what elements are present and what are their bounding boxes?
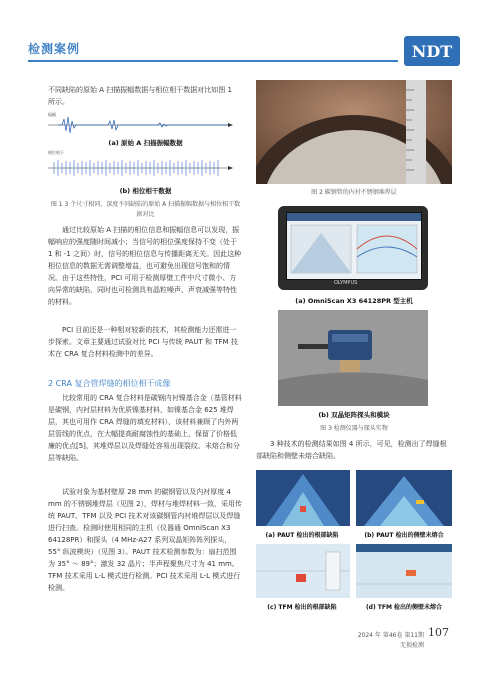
paragraph-phase-info: 通过比较原始 A 扫描的相位信息和振幅信息可以发现，振幅响应的强度随时间减小；当信号的相位强度保持不变（处于 1 和 -1 之间）时，信号的相位信息与传播距离无关。因此这种相位信息的数据无需调整增益，也可避免出现信号饱和的情况。由于这些特性，PCI 可用于检测厚壁工件中尺寸微小、方向异常的缺陷，同时也可检测具有晶粒噪声、声衰减强等特性的材料。: [48, 226, 242, 306]
paragraph-pci-intro: PCI 目前还是一种相对较新的技术，其检测能力还需进一步探索。文章主要通过试验对比 PCI 与传统 PAUT 和 TFM 技术在 CRA 复合材料检测中的差异。: [48, 326, 238, 358]
figure-1a-caption: (a) 原始 A 扫描振幅数据: [108, 139, 183, 147]
figure-4d-caption: (d) TFM 检出的侧壁未熔合: [365, 604, 443, 611]
figure-1b-caption: (b) 相位相干数据: [119, 187, 172, 195]
figure-1-caption: 图 1 3 个尺寸相同、深度不同缺陷的原始 A 扫描振幅数据与相位相干数据对比: [50, 201, 241, 218]
figure-4c-image: [256, 544, 350, 598]
figure-3a-caption: (a) OmniScan X3 64128PR 型主机: [295, 297, 413, 305]
footer-issue: 2024 年 第46卷 第11期: [357, 632, 424, 639]
paragraph-results-intro: 3 种技术的检测结果如图 4 所示，可见，检测出了焊缝根部缺陷和侧壁未熔合缺陷。: [256, 440, 447, 460]
figure-4c-caption: (c) TFM 检出的根部缺陷: [267, 604, 337, 611]
section-header-title: 检测案例: [28, 42, 81, 56]
figure-3b-probe-photo: [278, 310, 428, 406]
paragraph-cra-material: 比较常用的 CRA 复合材料是碳钢内衬镍基合金（基管材料是碳钢，内衬层材料为优质镍基材料，如镍基合金 625 堆焊层，其也可用作 CRA 焊缝的填充材料），该材料兼顾了内外两层管线的优点，在大幅提高耐腐蚀性的基础上，保留了价格低廉的优点[5]，其堆焊层以及焊缝处容易出现裂纹、未熔合和分层等缺陷。: [48, 394, 242, 462]
figure-2-caption: 图 2 碳钢管的内衬不锈钢堆焊层: [311, 189, 397, 196]
device-brand-label: OLYMPUS: [334, 280, 358, 286]
figure-4a-caption: (a) PAUT 检出的根部缺陷: [265, 532, 339, 539]
figure-4a-image: [256, 470, 350, 526]
page-number: 107: [428, 626, 449, 639]
figure-4b-image: [356, 470, 452, 526]
header-divider: [28, 60, 398, 62]
figure-3a-device-photo: [278, 206, 428, 290]
figure-3-caption: 图 3 检测仪器与探头实物: [320, 425, 388, 432]
paragraph-test-setup: 试验对象为基材壁厚 28 mm 的碳钢管以及内衬厚度 4 mm 的不锈钢堆焊层（见图 2），焊材与堆焊材料一致，采用传统 PAUT、TFM 以及 PCI 技术对该碳钢管内衬堆焊层以及焊缝进行扫查。检测时使用相同的主机（仪器通 OmniScan X3 64128PR）和探头（4 MHz-A27 系列双晶矩阵阵列探头，55° 纵波楔块）（见图 3）。PAUT 技术检测参数为：扇扫范围为 35° ～ 89°；激发 32 晶片；半声程聚焦尺寸为 41 mm。TFM 技术采用 L-L 模式进行检测。PCI 技术采用 L-L 模式进行检测。: [48, 488, 243, 592]
device-screen: [286, 212, 422, 280]
figure-4d-image: [356, 544, 452, 598]
figure-3b-caption: (b) 双晶矩阵探头和模块: [318, 411, 390, 419]
figure-4b-caption: (b) PAUT 检出的侧壁未熔合: [364, 532, 444, 539]
journal-logo: NDT: [404, 36, 460, 66]
section-2-heading: 2 CRA 复合管焊缝的相位相干成像: [48, 379, 171, 388]
signal-b-label: 相位相干: [48, 150, 64, 155]
figure-2-pipe-photo: [256, 80, 452, 184]
figure-1b-signal: [48, 154, 243, 182]
signal-a-label: 振幅: [48, 112, 56, 117]
figure-1a-signal: [48, 114, 243, 136]
intro-paragraph: 不同缺陷的原始 A 扫描振幅数据与相位相干数据对比如图 1 所示。: [48, 86, 232, 106]
footer-journal: 无损检测: [399, 642, 424, 649]
